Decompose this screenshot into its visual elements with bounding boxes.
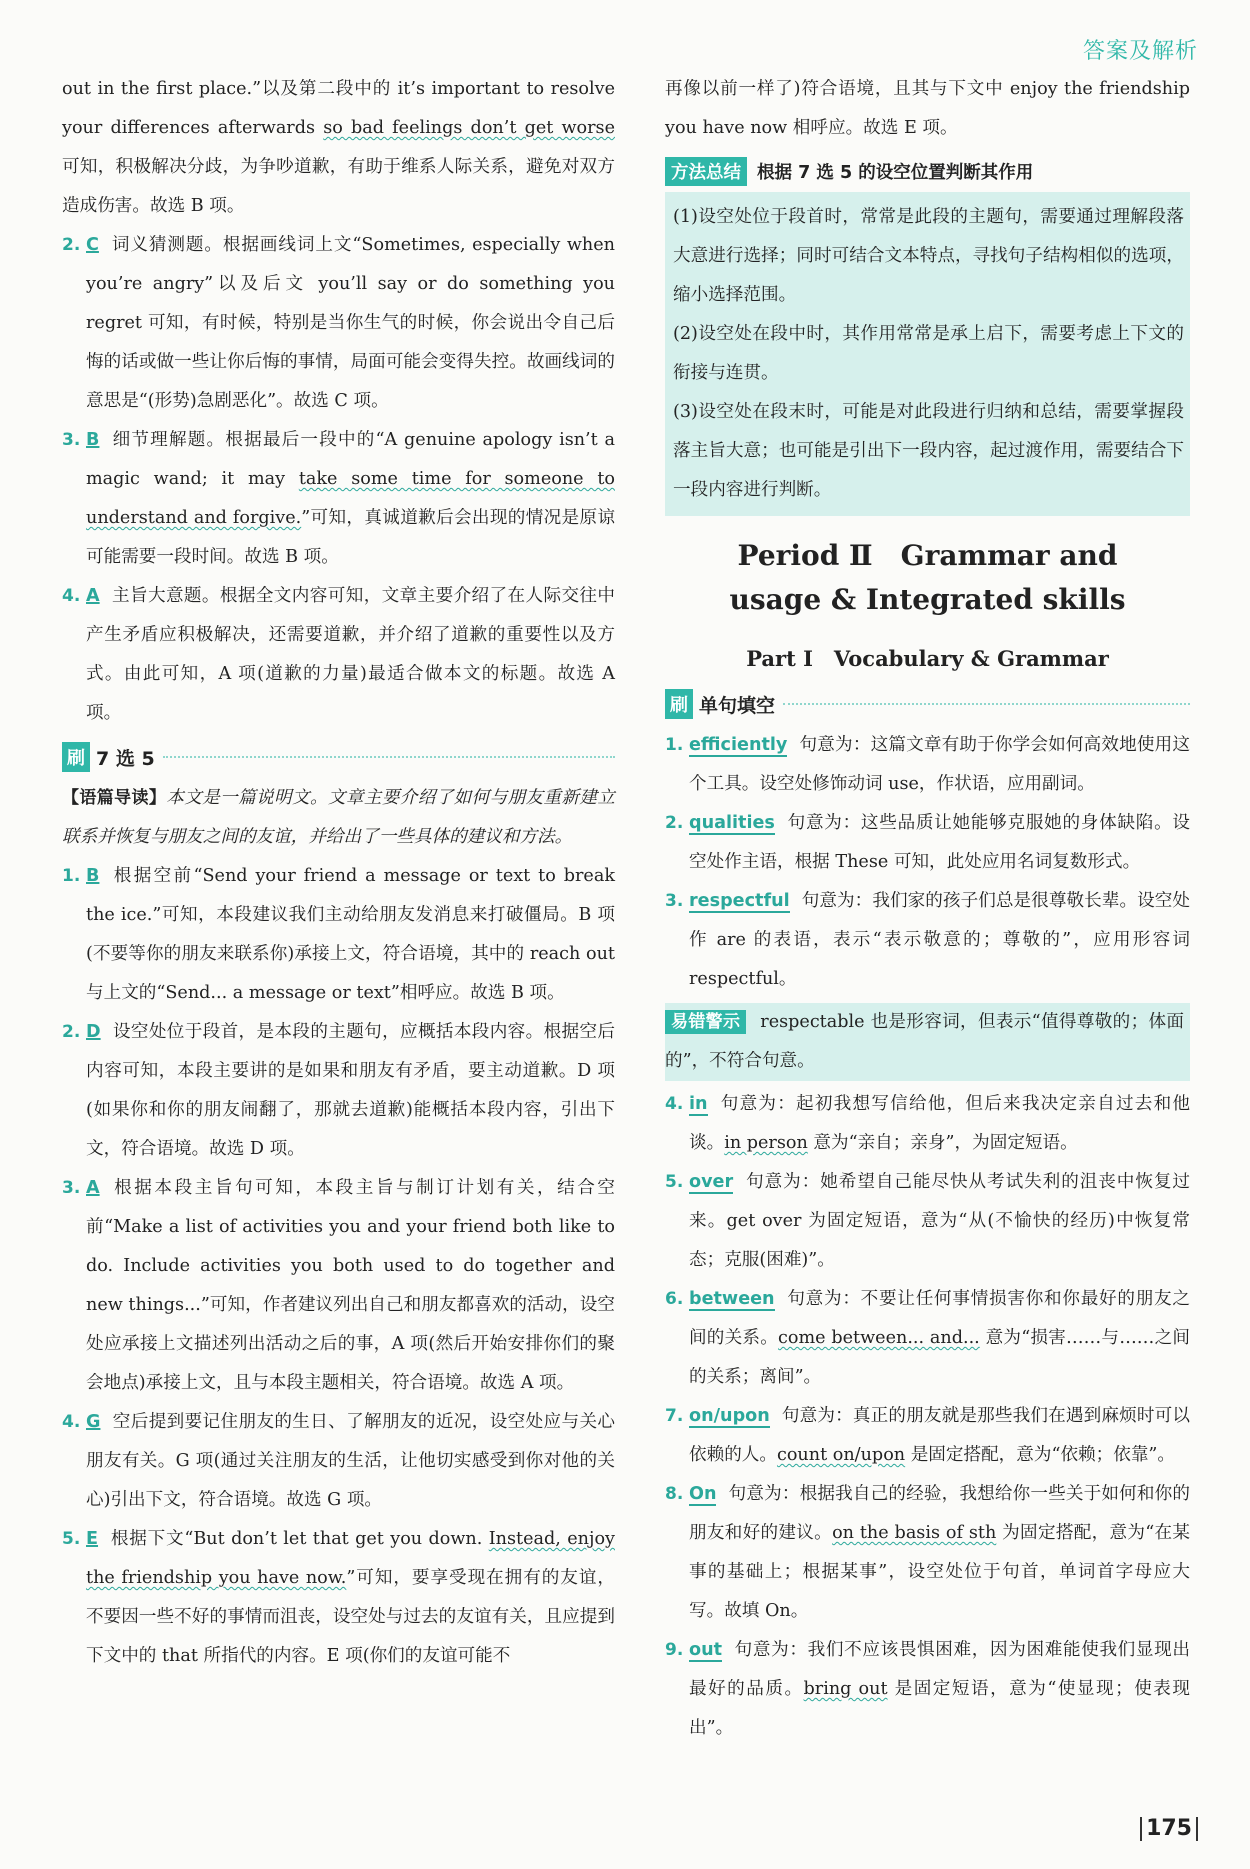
explanation-post: 是固定搭配，意为“依赖；依靠”。 bbox=[905, 1445, 1176, 1465]
part-heading: Part Ⅰ Vocabulary & Grammar bbox=[746, 646, 1109, 671]
warning-tag: 易错警示 bbox=[665, 1010, 746, 1034]
explanation: 空后提到要记住朋友的生日、了解朋友的近况，设空处应与关心朋友有关。G 项(通过关注朋友的生活，让他切实感受到你对他的关心)引出下文，符合语境。故选 G 项。 bbox=[86, 1412, 615, 1510]
item-number: 2. bbox=[665, 813, 684, 833]
method-point-1: (1)设空处位于段首时，常常是此段的主题句，需要通过理解段落大意进行选择；同时可结合文本特点，寻找句子结构相似的选项，缩小选择范围。 bbox=[673, 207, 1184, 305]
explanation: 根据空前“Send your friend a message or text to break the ice.”可知，本段建议我们主动给朋友发消息来打破僵局。B 项(不要等你的朋友来联系你)承接上文，符合语境，其中的 reach out 与上文的“Send... a message or text”相呼应。故选 B 项。 bbox=[86, 866, 615, 1003]
answer-item-2 bbox=[62, 226, 615, 421]
explanation-post: 为固定搭配，意为“在某事的基础上；根据某事”，设空处位于句首，单词首字母应大写。故填 On。 bbox=[689, 1523, 1190, 1621]
page-number: 175 bbox=[1140, 1817, 1198, 1841]
item-number: 1. bbox=[62, 866, 81, 886]
answer-letter: G bbox=[86, 1412, 101, 1432]
q1-continuation bbox=[62, 70, 615, 226]
method-point-2: (2)设空处在段中时，其作用常常是承上启下，需要考虑上下文的衔接与连贯。 bbox=[673, 324, 1184, 383]
explanation-underlined: come between... and... bbox=[778, 1328, 980, 1348]
fill-answer: qualities bbox=[689, 813, 775, 833]
method-summary-heading bbox=[665, 154, 1190, 188]
fill-item-4 bbox=[665, 1085, 1190, 1163]
answer-letter: A bbox=[86, 1178, 100, 1198]
item-number: 2. bbox=[62, 235, 81, 255]
explanation: 根据本段主旨句可知，本段主旨与制订计划有关，结合空前“Make a list of activities you and your friend both like to do. Include activities you both used to do together and new things...”可知，作者建议列出自己和朋友都喜欢的活动，设空处应承接上文描述列出活动之后的事，A 项(然后开始安排你们的聚会地点)承接上文，且与本段主题相关，符合语境。故选 A 项。 bbox=[86, 1178, 615, 1393]
section-divider bbox=[783, 703, 1190, 705]
explanation: 句意为：她希望自己能尽快从考试失利的沮丧中恢复过来。get over 为固定短语，意为“从(不愉快的经历)中恢复常态；克服(困难)”。 bbox=[689, 1172, 1190, 1270]
explanation: 词义猜测题。根据画线词上文“Sometimes, especially when you’re angry”以及后文 you’ll say or do something you regret 可知，有时候，特别是当你生气的时候，你会说出令自己后悔的话或做一些让你后悔的事情，局面可能会变得失控。故画线词的意思是“(形势)急剧恶化”。故选 C 项。 bbox=[86, 235, 615, 411]
intro-text: 本文是一篇说明文。文章主要介绍了如何与朋友重新建立联系并恢复与朋友之间的友谊，并给出了一些具体的建议和方法。 bbox=[62, 788, 615, 847]
explanation: 主旨大意题。根据全文内容可知，文章主要介绍了在人际交往中产生矛盾应积极解决，还需要道歉，并介绍了道歉的重要性以及方式。由此可知，A 项(道歉的力量)最适合做本文的标题。故选 A 项。 bbox=[86, 586, 615, 723]
explanation-pre: 句意为：我们不应该畏惧困难，因为困难能使我们显现出最好的品质。 bbox=[689, 1640, 1190, 1699]
fill-answer: on/upon bbox=[689, 1406, 770, 1426]
explanation-underlined: take some time for someone to understand and forgive. bbox=[86, 469, 615, 528]
section-tag: 刷 bbox=[62, 742, 90, 772]
explanation-underlined: in person bbox=[724, 1133, 808, 1153]
explanation: 设空处位于段首，是本段的主题句，应概括本段内容。根据空后内容可知，本段主要讲的是如果和朋友有矛盾，要主动道歉。D 项(如果你和你的朋友闹翻了，那就去道歉)能概括本段内容，引出下文，符合语境。故选 D 项。 bbox=[86, 1022, 615, 1159]
fill-item-6 bbox=[665, 1280, 1190, 1397]
period-heading bbox=[665, 534, 1190, 622]
blank-5-continuation: 再像以前一样了)符合语境，且其与下文中 enjoy the friendship you have now 相呼应。故选 E 项。 bbox=[665, 79, 1190, 138]
fill-item-1 bbox=[665, 726, 1190, 804]
item-number: 3. bbox=[665, 891, 684, 911]
item-number: 3. bbox=[62, 1178, 81, 1198]
method-tag: 方法总结 bbox=[665, 157, 747, 186]
item-number: 8. bbox=[665, 1484, 684, 1504]
period-heading-line-1: Period Ⅱ Grammar and bbox=[737, 539, 1118, 572]
fill-item-9 bbox=[665, 1631, 1190, 1748]
explanation-pre: 根据下文“But don’t let that get you down. bbox=[110, 1529, 489, 1549]
item-number: 5. bbox=[62, 1529, 81, 1549]
item-number: 2. bbox=[62, 1022, 81, 1042]
explanation-underlined: bring out bbox=[803, 1679, 888, 1699]
fill-answer: respectful bbox=[689, 891, 790, 911]
blank-item-3 bbox=[62, 1169, 615, 1403]
fill-item-3 bbox=[665, 882, 1190, 999]
item-number: 1. bbox=[665, 735, 684, 755]
passage-intro bbox=[62, 779, 615, 857]
fill-answer: over bbox=[689, 1172, 734, 1192]
explanation-post: 意为“损害……与……之间的关系；离间”。 bbox=[689, 1328, 1190, 1387]
explanation: 句意为：这篇文章有助于你学会如何高效地使用这个工具。设空处修饰动词 use，作状语，应用副词。 bbox=[689, 735, 1190, 794]
section-heading-7-choose-5 bbox=[62, 737, 615, 777]
section-title: 7 选 5 bbox=[96, 747, 155, 770]
explanation-pre: 句意为：起初我想写信给他，但后来我决定亲自过去和他谈。 bbox=[689, 1094, 1190, 1153]
fill-item-8 bbox=[665, 1475, 1190, 1631]
fill-item-5 bbox=[665, 1163, 1190, 1280]
fill-answer: out bbox=[689, 1640, 723, 1660]
item-number: 7. bbox=[665, 1406, 684, 1426]
period-heading-line-2: usage & Integrated skills bbox=[729, 583, 1126, 616]
explanation: 句意为：这些品质让她能够克服她的身体缺陷。设空处作主语，根据 These 可知，此处应用名词复数形式。 bbox=[689, 813, 1190, 872]
common-error-note bbox=[665, 1003, 1190, 1081]
fill-item-2 bbox=[665, 804, 1190, 882]
q1-underlined: so bad feelings don’t get worse bbox=[323, 118, 615, 138]
item-number: 5. bbox=[665, 1172, 684, 1192]
section-title: 单句填空 bbox=[699, 694, 776, 717]
explanation-post: ”可知，要享受现在拥有的友谊，不要因一些不好的事情而沮丧，设空处与过去的友谊有关，且应提到下文中的 that 所指代的内容。E 项(你们的友谊可能不 bbox=[86, 1568, 615, 1666]
fill-item-7 bbox=[665, 1397, 1190, 1475]
section-tag: 刷 bbox=[665, 689, 693, 719]
item-number: 4. bbox=[62, 1412, 81, 1432]
item-number: 9. bbox=[665, 1640, 684, 1660]
answer-letter: B bbox=[86, 866, 100, 886]
fill-answer: in bbox=[689, 1094, 708, 1114]
explanation-pre: 句意为：不要让任何事情损害你和你最好的朋友之间的关系。 bbox=[689, 1289, 1190, 1348]
explanation-underlined: count on/upon bbox=[776, 1445, 906, 1465]
left-column bbox=[62, 70, 615, 1676]
item-number: 4. bbox=[665, 1094, 684, 1114]
explanation-pre: 细节理解题。根据最后一段中的“A genuine apology isn’t a magic wand; it may bbox=[86, 430, 615, 489]
blank-item-1 bbox=[62, 857, 615, 1013]
answer-item-4 bbox=[62, 577, 615, 733]
method-summary-body bbox=[665, 192, 1190, 516]
warning-text: respectable 也是形容词，但表示“值得尊敬的；体面的”，不符合句意。 bbox=[665, 1012, 1184, 1071]
page-header-title: 答案及解析 bbox=[1082, 39, 1198, 64]
blank-item-4 bbox=[62, 1403, 615, 1520]
item-number: 3. bbox=[62, 430, 81, 450]
explanation-pre: 句意为：真正的朋友就是那些我们在遇到麻烦时可以依赖的人。 bbox=[689, 1406, 1190, 1465]
answer-item-3 bbox=[62, 421, 615, 577]
item-number: 4. bbox=[62, 586, 81, 606]
method-point-3: (3)设空处在段末时，可能是对此段进行归纳和总结，需要掌握段落主旨大意；也可能是引出下一段内容，起过渡作用，需要结合下一段内容进行判断。 bbox=[673, 402, 1184, 500]
fill-answer: efficiently bbox=[689, 735, 788, 755]
blank-item-5 bbox=[62, 1520, 615, 1676]
answer-letter: B bbox=[86, 430, 100, 450]
q1-text-a: out in the first place.”以及第二段中的 it’s important to resolve your differences afterwards bbox=[62, 79, 615, 138]
section-divider bbox=[163, 756, 615, 758]
explanation-post: ”可知，真诚道歉后会出现的情况是原谅可能需要一段时间。故选 B 项。 bbox=[86, 508, 615, 567]
explanation-pre: 句意为：根据我自己的经验，我想给你一些关于如何和你的朋友和好的建议。 bbox=[689, 1484, 1190, 1543]
item-number: 6. bbox=[665, 1289, 684, 1309]
explanation: 句意为：我们家的孩子们总是很尊敬长辈。设空处作 are 的表语，表示“表示敬意的；尊敬的”，应用形容词 respectful。 bbox=[689, 891, 1190, 989]
intro-label: 【语篇导读】 bbox=[62, 788, 167, 808]
method-title: 根据 7 选 5 的设空位置判断其作用 bbox=[757, 162, 1034, 183]
answer-letter: D bbox=[86, 1022, 101, 1042]
right-column bbox=[665, 70, 1190, 1748]
explanation-post: 意为“亲自；亲身”，为固定短语。 bbox=[807, 1133, 1078, 1153]
explanation-post: 是固定短语，意为“使显现；使表现出”。 bbox=[689, 1679, 1190, 1738]
explanation-underlined: on the basis of sth bbox=[832, 1523, 997, 1543]
fill-answer: On bbox=[689, 1484, 717, 1504]
answer-letter: A bbox=[86, 586, 100, 606]
q1-text-b: 可知，积极解决分歧，为争吵道歉，有助于维系人际关系，避免对双方造成伤害。故选 B 项。 bbox=[62, 157, 615, 216]
explanation-underlined: Instead, enjoy the friendship you have now. bbox=[86, 1529, 615, 1588]
method-summary-box bbox=[665, 154, 1190, 516]
blank-item-2 bbox=[62, 1013, 615, 1169]
fill-answer: between bbox=[689, 1289, 775, 1309]
answer-letter: E bbox=[86, 1529, 99, 1549]
answer-letter: C bbox=[86, 235, 99, 255]
section-heading-fill-in bbox=[665, 684, 1190, 724]
